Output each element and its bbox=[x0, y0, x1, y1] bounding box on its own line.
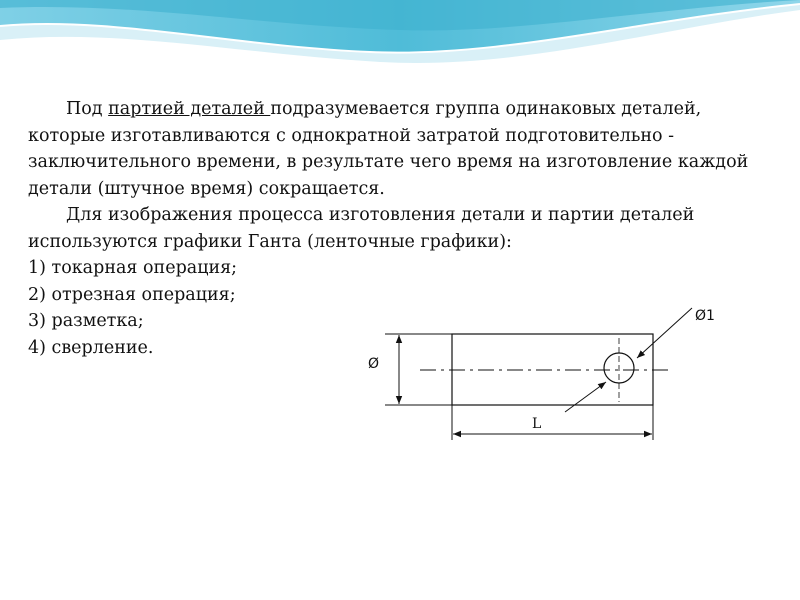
length-label: L bbox=[532, 416, 542, 432]
definition-paragraph bbox=[28, 96, 778, 202]
diameter-label: Ø bbox=[368, 356, 380, 372]
header-wave-decoration bbox=[0, 0, 800, 82]
part-drawing bbox=[355, 288, 732, 466]
operation-item: 2) отрезная операция; bbox=[28, 284, 236, 305]
gantt-paragraph: Для изображения процесса изготовления детали и партии деталей используются графики Ганта (ленточные графики): bbox=[28, 205, 695, 252]
operation-item: 1) токарная операция; bbox=[28, 258, 238, 278]
definition-body: подразумевается группа одинаковых деталей, которые изготавливаются с однократной затратой подготовительно - заключительного времени, в результате чего время на изготовление каждой детали (штучное время) сокращается. bbox=[28, 99, 749, 199]
definition-lead: Под bbox=[66, 99, 109, 119]
hole-diameter-label: Ø1 bbox=[695, 308, 715, 324]
defined-term: партией деталей bbox=[108, 99, 271, 119]
operation-item: 3) разметка; bbox=[28, 311, 144, 331]
operation-item: 4) сверление. bbox=[28, 337, 154, 358]
hole-leader-lower bbox=[565, 382, 606, 412]
hole-leader-upper bbox=[637, 308, 692, 358]
